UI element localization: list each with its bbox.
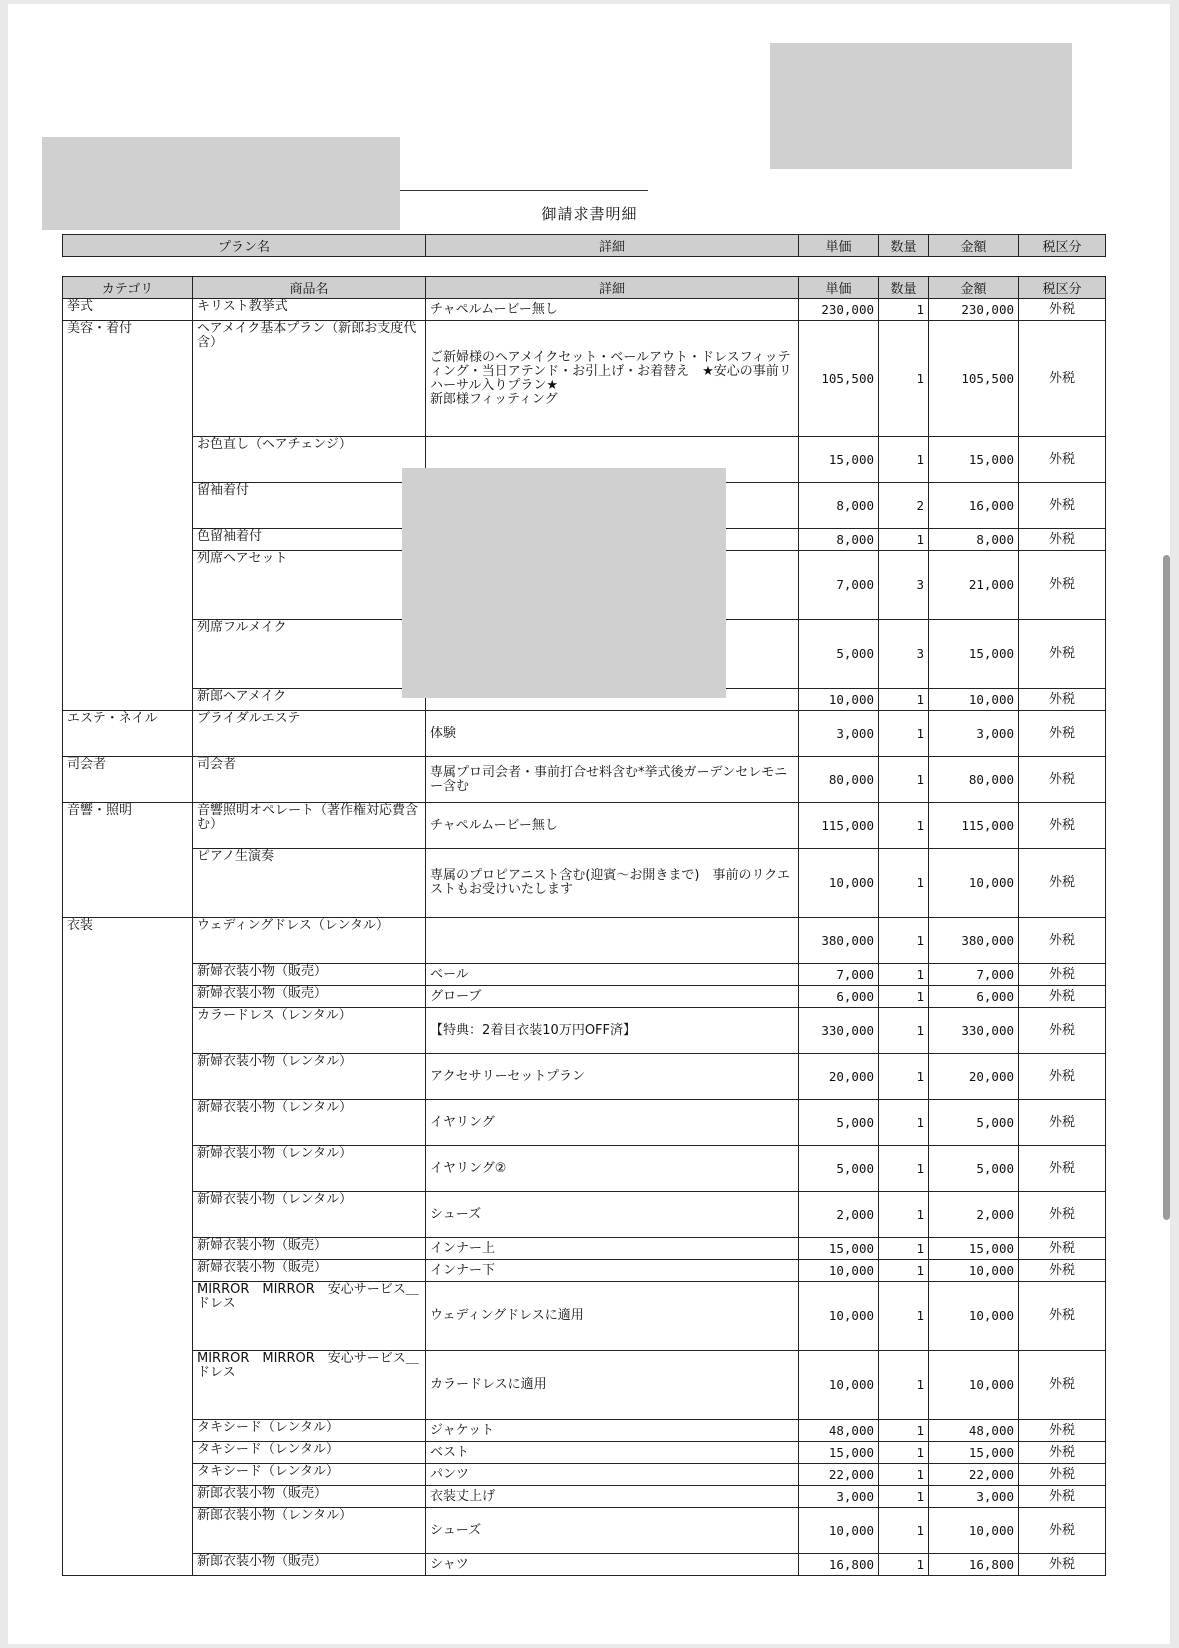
table-row: [63, 711, 1106, 757]
quantity-cell: 1: [879, 1486, 929, 1508]
tax-type-cell: 外税: [1019, 1282, 1106, 1351]
product-name-cell: タキシード（レンタル）: [193, 1442, 426, 1464]
category-cell: [63, 1146, 193, 1192]
category-cell: [63, 1008, 193, 1054]
quantity-cell: 3: [879, 620, 929, 689]
unit-price-cell: 115,000: [799, 803, 879, 849]
detail-cell: シューズ: [426, 1508, 799, 1554]
product-name-cell: 新婦衣装小物（販売）: [193, 964, 426, 986]
category-cell: 美容・着付: [63, 321, 193, 437]
category-cell: [63, 483, 193, 529]
product-name-cell: 列席ヘアセット: [193, 551, 426, 620]
table-row: [63, 1442, 1106, 1464]
tax-type-cell: 外税: [1019, 321, 1106, 437]
header-tax-type: 税区分: [1019, 235, 1106, 257]
tax-type-cell: 外税: [1019, 757, 1106, 803]
category-cell: 司会者: [63, 757, 193, 803]
category-cell: [63, 986, 193, 1008]
product-name-cell: 新郎衣装小物（販売）: [193, 1554, 426, 1576]
product-name-cell: ピアノ生演奏: [193, 849, 426, 918]
category-cell: [63, 1238, 193, 1260]
detail-cell: 衣装丈上げ: [426, 1486, 799, 1508]
product-name-cell: 新郎衣装小物（レンタル）: [193, 1508, 426, 1554]
quantity-cell: 1: [879, 1008, 929, 1054]
tax-type-cell: 外税: [1019, 1260, 1106, 1282]
unit-price-cell: 6,000: [799, 986, 879, 1008]
product-name-cell: 司会者: [193, 757, 426, 803]
category-cell: 音響・照明: [63, 803, 193, 849]
product-name-cell: タキシード（レンタル）: [193, 1464, 426, 1486]
category-cell: [63, 529, 193, 551]
amount-cell: 22,000: [929, 1464, 1019, 1486]
amount-cell: 10,000: [929, 1282, 1019, 1351]
product-name-cell: ウェディングドレス（レンタル）: [193, 918, 426, 964]
category-cell: [63, 1486, 193, 1508]
table-row: [63, 1554, 1106, 1576]
product-name-cell: MIRROR MIRROR 安心サービス＿ドレス: [193, 1282, 426, 1351]
amount-cell: 48,000: [929, 1420, 1019, 1442]
document-title: 御請求書明細: [541, 205, 638, 223]
unit-price-cell: 3,000: [799, 1486, 879, 1508]
amount-cell: 21,000: [929, 551, 1019, 620]
header-product-name: 商品名: [193, 277, 426, 299]
unit-price-cell: 10,000: [799, 1508, 879, 1554]
amount-cell: 230,000: [929, 299, 1019, 321]
unit-price-cell: 8,000: [799, 483, 879, 529]
table-row: [63, 1260, 1106, 1282]
product-name-cell: 新婦衣装小物（販売）: [193, 986, 426, 1008]
detail-cell: [426, 918, 799, 964]
quantity-cell: 1: [879, 1351, 929, 1420]
scrollbar[interactable]: [1163, 555, 1170, 1220]
quantity-cell: 1: [879, 1192, 929, 1238]
unit-price-cell: 22,000: [799, 1464, 879, 1486]
product-name-cell: 列席フルメイク: [193, 620, 426, 689]
quantity-cell: 1: [879, 986, 929, 1008]
unit-price-cell: 10,000: [799, 689, 879, 711]
amount-cell: 15,000: [929, 1442, 1019, 1464]
quantity-cell: 1: [879, 1054, 929, 1100]
quantity-cell: 1: [879, 321, 929, 437]
amount-cell: 80,000: [929, 757, 1019, 803]
quantity-cell: 1: [879, 1442, 929, 1464]
detail-cell: ベスト: [426, 1442, 799, 1464]
detail-cell: 専属プロ司会者・事前打合せ料含む*挙式後ガーデンセレモニー含む: [426, 757, 799, 803]
tax-type-cell: 外税: [1019, 1486, 1106, 1508]
unit-price-cell: 80,000: [799, 757, 879, 803]
product-name-cell: MIRROR MIRROR 安心サービス＿ドレス: [193, 1351, 426, 1420]
tax-type-cell: 外税: [1019, 964, 1106, 986]
category-cell: [63, 1192, 193, 1238]
quantity-cell: 1: [879, 1282, 929, 1351]
amount-cell: 330,000: [929, 1008, 1019, 1054]
quantity-cell: 1: [879, 757, 929, 803]
unit-price-cell: 5,000: [799, 1146, 879, 1192]
amount-cell: 6,000: [929, 986, 1019, 1008]
category-cell: [63, 1100, 193, 1146]
amount-cell: 3,000: [929, 711, 1019, 757]
header-detail: 詳細: [426, 235, 799, 257]
table-row: [63, 849, 1106, 918]
product-name-cell: ブライダルエステ: [193, 711, 426, 757]
plan-header-row: [63, 235, 1106, 257]
quantity-cell: 1: [879, 299, 929, 321]
category-cell: [63, 437, 193, 483]
quantity-cell: 1: [879, 1238, 929, 1260]
unit-price-cell: 330,000: [799, 1008, 879, 1054]
table-row: [63, 1146, 1106, 1192]
items-header-row: [63, 277, 1106, 299]
product-name-cell: ヘアメイク基本プラン（新郎お支度代含）: [193, 321, 426, 437]
amount-cell: 2,000: [929, 1192, 1019, 1238]
unit-price-cell: 10,000: [799, 849, 879, 918]
header-amount: 金額: [929, 235, 1019, 257]
tax-type-cell: 外税: [1019, 1508, 1106, 1554]
amount-cell: 7,000: [929, 964, 1019, 986]
quantity-cell: 3: [879, 551, 929, 620]
quantity-cell: 1: [879, 711, 929, 757]
table-row: [63, 1508, 1106, 1554]
detail-cell: ウェディングドレスに適用: [426, 1282, 799, 1351]
detail-cell: グローブ: [426, 986, 799, 1008]
unit-price-cell: 48,000: [799, 1420, 879, 1442]
detail-cell: パンツ: [426, 1464, 799, 1486]
detail-cell: ベール: [426, 964, 799, 986]
detail-cell: チャペルムービー無し: [426, 299, 799, 321]
table-row: [63, 803, 1106, 849]
detail-cell: カラードレスに適用: [426, 1351, 799, 1420]
product-name-cell: 新婦衣装小物（販売）: [193, 1238, 426, 1260]
amount-cell: 10,000: [929, 1508, 1019, 1554]
unit-price-cell: 380,000: [799, 918, 879, 964]
unit-price-cell: 7,000: [799, 551, 879, 620]
category-cell: [63, 1420, 193, 1442]
unit-price-cell: 10,000: [799, 1260, 879, 1282]
category-cell: エステ・ネイル: [63, 711, 193, 757]
quantity-cell: 1: [879, 1146, 929, 1192]
tax-type-cell: 外税: [1019, 1464, 1106, 1486]
detail-cell: アクセサリーセットプラン: [426, 1054, 799, 1100]
redacted-block-center: [402, 468, 726, 698]
quantity-cell: 1: [879, 1260, 929, 1282]
product-name-cell: 音響照明オペレート（著作権対応費含む）: [193, 803, 426, 849]
category-cell: [63, 849, 193, 918]
table-row: [63, 1351, 1106, 1420]
unit-price-cell: 5,000: [799, 620, 879, 689]
table-row: [63, 964, 1106, 986]
tax-type-cell: 外税: [1019, 1100, 1106, 1146]
table-row: [63, 986, 1106, 1008]
tax-type-cell: 外税: [1019, 620, 1106, 689]
category-cell: [63, 1260, 193, 1282]
unit-price-cell: 3,000: [799, 711, 879, 757]
amount-cell: 105,500: [929, 321, 1019, 437]
category-cell: [63, 964, 193, 986]
quantity-cell: 1: [879, 918, 929, 964]
product-name-cell: キリスト教挙式: [193, 299, 426, 321]
category-cell: [63, 1464, 193, 1486]
tax-type-cell: 外税: [1019, 1238, 1106, 1260]
amount-cell: 20,000: [929, 1054, 1019, 1100]
quantity-cell: 1: [879, 964, 929, 986]
category-cell: [63, 620, 193, 689]
detail-cell: ご新婦様のヘアメイクセット・ベールアウト・ドレスフィッティング・当日アテンド・お引上げ・お着替え ★安心の事前リハーサル入りプラン★ 新郎様フィッティング: [426, 321, 799, 437]
header-unit-price: 単価: [799, 277, 879, 299]
detail-cell: インナー上: [426, 1238, 799, 1260]
quantity-cell: 1: [879, 1464, 929, 1486]
detail-cell: イヤリング②: [426, 1146, 799, 1192]
quantity-cell: 1: [879, 689, 929, 711]
tax-type-cell: 外税: [1019, 299, 1106, 321]
product-name-cell: カラードレス（レンタル）: [193, 1008, 426, 1054]
table-row: [63, 1100, 1106, 1146]
detail-cell: シューズ: [426, 1192, 799, 1238]
category-cell: [63, 1554, 193, 1576]
header-category: カテゴリ: [63, 277, 193, 299]
category-cell: [63, 1351, 193, 1420]
unit-price-cell: 10,000: [799, 1351, 879, 1420]
quantity-cell: 1: [879, 1100, 929, 1146]
amount-cell: 380,000: [929, 918, 1019, 964]
unit-price-cell: 2,000: [799, 1192, 879, 1238]
header-quantity: 数量: [879, 277, 929, 299]
table-row: [63, 299, 1106, 321]
header-quantity: 数量: [879, 235, 929, 257]
amount-cell: 15,000: [929, 1238, 1019, 1260]
product-name-cell: 新婦衣装小物（レンタル）: [193, 1100, 426, 1146]
product-name-cell: 留袖着付: [193, 483, 426, 529]
quantity-cell: 1: [879, 1420, 929, 1442]
tax-type-cell: 外税: [1019, 1442, 1106, 1464]
detail-cell: チャペルムービー無し: [426, 803, 799, 849]
category-cell: [63, 1282, 193, 1351]
amount-cell: 15,000: [929, 620, 1019, 689]
tax-type-cell: 外税: [1019, 1054, 1106, 1100]
detail-cell: インナー下: [426, 1260, 799, 1282]
tax-type-cell: 外税: [1019, 1420, 1106, 1442]
amount-cell: 5,000: [929, 1146, 1019, 1192]
table-row: [63, 1238, 1106, 1260]
amount-cell: 10,000: [929, 1260, 1019, 1282]
detail-cell: シャツ: [426, 1554, 799, 1576]
amount-cell: 16,000: [929, 483, 1019, 529]
tax-type-cell: 外税: [1019, 1008, 1106, 1054]
table-row: [63, 1192, 1106, 1238]
unit-price-cell: 8,000: [799, 529, 879, 551]
product-name-cell: 新婦衣装小物（レンタル）: [193, 1054, 426, 1100]
table-row: [63, 1054, 1106, 1100]
table-row: [63, 757, 1106, 803]
quantity-cell: 1: [879, 803, 929, 849]
product-name-cell: 色留袖着付: [193, 529, 426, 551]
tax-type-cell: 外税: [1019, 1351, 1106, 1420]
amount-cell: 3,000: [929, 1486, 1019, 1508]
unit-price-cell: 7,000: [799, 964, 879, 986]
amount-cell: 10,000: [929, 689, 1019, 711]
table-row: [63, 918, 1106, 964]
amount-cell: 5,000: [929, 1100, 1019, 1146]
detail-cell: 体験: [426, 711, 799, 757]
product-name-cell: タキシード（レンタル）: [193, 1420, 426, 1442]
unit-price-cell: 5,000: [799, 1100, 879, 1146]
quantity-cell: 1: [879, 437, 929, 483]
underline: [400, 190, 648, 191]
product-name-cell: 新郎衣装小物（販売）: [193, 1486, 426, 1508]
tax-type-cell: 外税: [1019, 551, 1106, 620]
amount-cell: 15,000: [929, 437, 1019, 483]
amount-cell: 10,000: [929, 849, 1019, 918]
tax-type-cell: 外税: [1019, 711, 1106, 757]
redacted-block-top-right: [770, 43, 1072, 169]
category-cell: 挙式: [63, 299, 193, 321]
tax-type-cell: 外税: [1019, 986, 1106, 1008]
unit-price-cell: 16,800: [799, 1554, 879, 1576]
amount-cell: 16,800: [929, 1554, 1019, 1576]
unit-price-cell: 15,000: [799, 1442, 879, 1464]
plan-table: [62, 234, 1106, 257]
unit-price-cell: 20,000: [799, 1054, 879, 1100]
category-cell: [63, 1508, 193, 1554]
header-amount: 金額: [929, 277, 1019, 299]
tax-type-cell: 外税: [1019, 689, 1106, 711]
product-name-cell: 新婦衣装小物（レンタル）: [193, 1192, 426, 1238]
tax-type-cell: 外税: [1019, 529, 1106, 551]
tax-type-cell: 外税: [1019, 803, 1106, 849]
product-name-cell: お色直し（ヘアチェンジ）: [193, 437, 426, 483]
tax-type-cell: 外税: [1019, 1554, 1106, 1576]
category-cell: 衣装: [63, 918, 193, 964]
product-name-cell: 新郎ヘアメイク: [193, 689, 426, 711]
amount-cell: 115,000: [929, 803, 1019, 849]
category-cell: [63, 551, 193, 620]
table-row: [63, 1282, 1106, 1351]
quantity-cell: 1: [879, 1508, 929, 1554]
unit-price-cell: 15,000: [799, 437, 879, 483]
header-unit-price: 単価: [799, 235, 879, 257]
tax-type-cell: 外税: [1019, 483, 1106, 529]
detail-cell: 専属のプロピアニスト含む(迎賓～お開きまで) 事前のリクエストもお受けいたします: [426, 849, 799, 918]
table-row: [63, 1420, 1106, 1442]
detail-cell: 【特典：2着目衣装10万円OFF済】: [426, 1008, 799, 1054]
category-cell: [63, 1442, 193, 1464]
header-tax-type: 税区分: [1019, 277, 1106, 299]
unit-price-cell: 10,000: [799, 1282, 879, 1351]
table-row: [63, 1464, 1106, 1486]
unit-price-cell: 230,000: [799, 299, 879, 321]
quantity-cell: 1: [879, 1554, 929, 1576]
amount-cell: 10,000: [929, 1351, 1019, 1420]
table-row: [63, 1008, 1106, 1054]
tax-type-cell: 外税: [1019, 1192, 1106, 1238]
header-plan-name: プラン名: [63, 235, 426, 257]
quantity-cell: 1: [879, 529, 929, 551]
category-cell: [63, 689, 193, 711]
product-name-cell: 新婦衣装小物（販売）: [193, 1260, 426, 1282]
product-name-cell: 新婦衣装小物（レンタル）: [193, 1146, 426, 1192]
quantity-cell: 2: [879, 483, 929, 529]
table-row: [63, 1486, 1106, 1508]
detail-cell: ジャケット: [426, 1420, 799, 1442]
tax-type-cell: 外税: [1019, 437, 1106, 483]
unit-price-cell: 15,000: [799, 1238, 879, 1260]
amount-cell: 8,000: [929, 529, 1019, 551]
quantity-cell: 1: [879, 849, 929, 918]
unit-price-cell: 105,500: [799, 321, 879, 437]
table-row: [63, 321, 1106, 437]
tax-type-cell: 外税: [1019, 918, 1106, 964]
tax-type-cell: 外税: [1019, 1146, 1106, 1192]
detail-cell: イヤリング: [426, 1100, 799, 1146]
header-detail: 詳細: [426, 277, 799, 299]
category-cell: [63, 1054, 193, 1100]
tax-type-cell: 外税: [1019, 849, 1106, 918]
